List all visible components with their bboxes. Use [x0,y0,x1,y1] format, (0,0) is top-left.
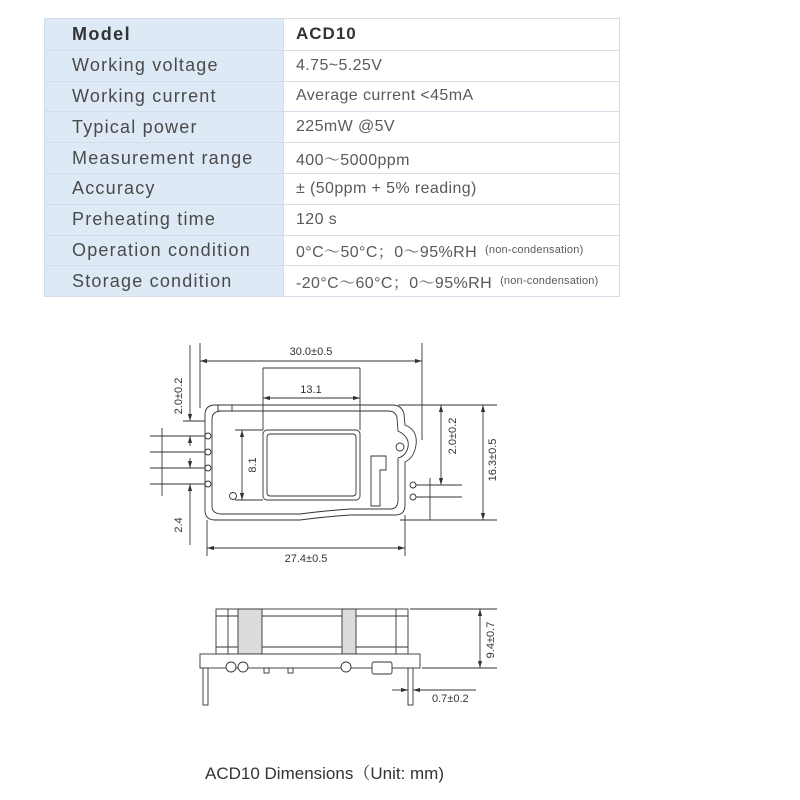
spec-value: ACD10 [284,19,619,50]
spec-label: Accuracy [45,174,284,204]
spec-value-note: (non-condensation) [500,275,599,288]
side-view [200,609,497,705]
spec-value-main: 0°C～50°C；0～95%RH [296,243,478,261]
spec-value [284,236,619,266]
table-row [45,265,619,296]
spec-label: Working voltage [45,51,284,81]
spec-label: Preheating time [45,205,284,235]
board-cutout [371,456,386,506]
spec-value: ± (50ppm + 5% reading) [284,174,619,204]
label-right-offset: 2.0±0.2 [447,417,459,455]
body-rib [238,609,262,654]
board-inner-outline [212,411,408,514]
spec-value: 225mW @5V [284,112,619,142]
table-row [45,50,619,81]
spec-label: Model [45,19,284,50]
label-pin-width: 0.7±0.2 [432,693,469,705]
sensor-window [263,430,360,500]
board-tab [218,405,232,411]
table-header-row [45,19,619,50]
table-row [45,204,619,235]
spec-label: Working current [45,82,284,112]
pin-hole [410,482,416,488]
figure-caption: ACD10 Dimensions（Unit: mm) [205,764,444,783]
spec-label: Typical power [45,112,284,142]
pin-right [408,668,413,705]
sensor-window-inner [267,434,356,496]
spec-value-note: (non-condensation) [485,244,584,257]
pin-hole [410,494,416,500]
pin-hole [205,433,211,439]
component [226,662,236,672]
table-row [45,235,619,266]
label-pin-pitch: 2.4 [173,517,185,533]
table-row [45,111,619,142]
top-view-labels [173,346,499,565]
pin-hole [205,481,211,487]
spec-table [44,18,620,297]
dimension-drawing [0,320,800,740]
label-overall-width: 16.3±0.5 [487,438,499,482]
spec-value-main: -20°C～60°C；0～95%RH [296,274,493,292]
spec-label: Measurement range [45,143,284,173]
pin-hole [205,465,211,471]
notch-hole [396,443,404,451]
label-overall-length: 30.0±0.5 [289,346,333,358]
table-row [45,142,619,173]
table-row [45,81,619,112]
top-view [150,343,497,556]
side-view-labels [432,622,497,705]
component [341,662,351,672]
spec-label: Storage condition [45,266,284,296]
component [238,662,248,672]
table-row [45,173,619,204]
pin-hole [205,449,211,455]
label-window-height: 8.1 [247,457,259,473]
board-outline [205,405,416,520]
label-window-width: 13.1 [300,384,322,396]
spec-value: 120 s [284,205,619,235]
label-board-length: 27.4±0.5 [284,553,328,565]
mounting-hole [230,493,237,500]
label-height: 9.4±0.7 [485,621,497,659]
body-rib [342,609,356,654]
pin-left [203,668,208,705]
component [372,662,392,674]
spec-value: 400～5000ppm [284,143,619,173]
component-leg [264,668,269,673]
spec-value: 4.75~5.25V [284,51,619,81]
component-leg [288,668,293,673]
spec-label: Operation condition [45,236,284,266]
label-left-offset: 2.0±0.2 [173,377,185,415]
spec-value [284,266,619,296]
spec-value: Average current <45mA [284,82,619,112]
